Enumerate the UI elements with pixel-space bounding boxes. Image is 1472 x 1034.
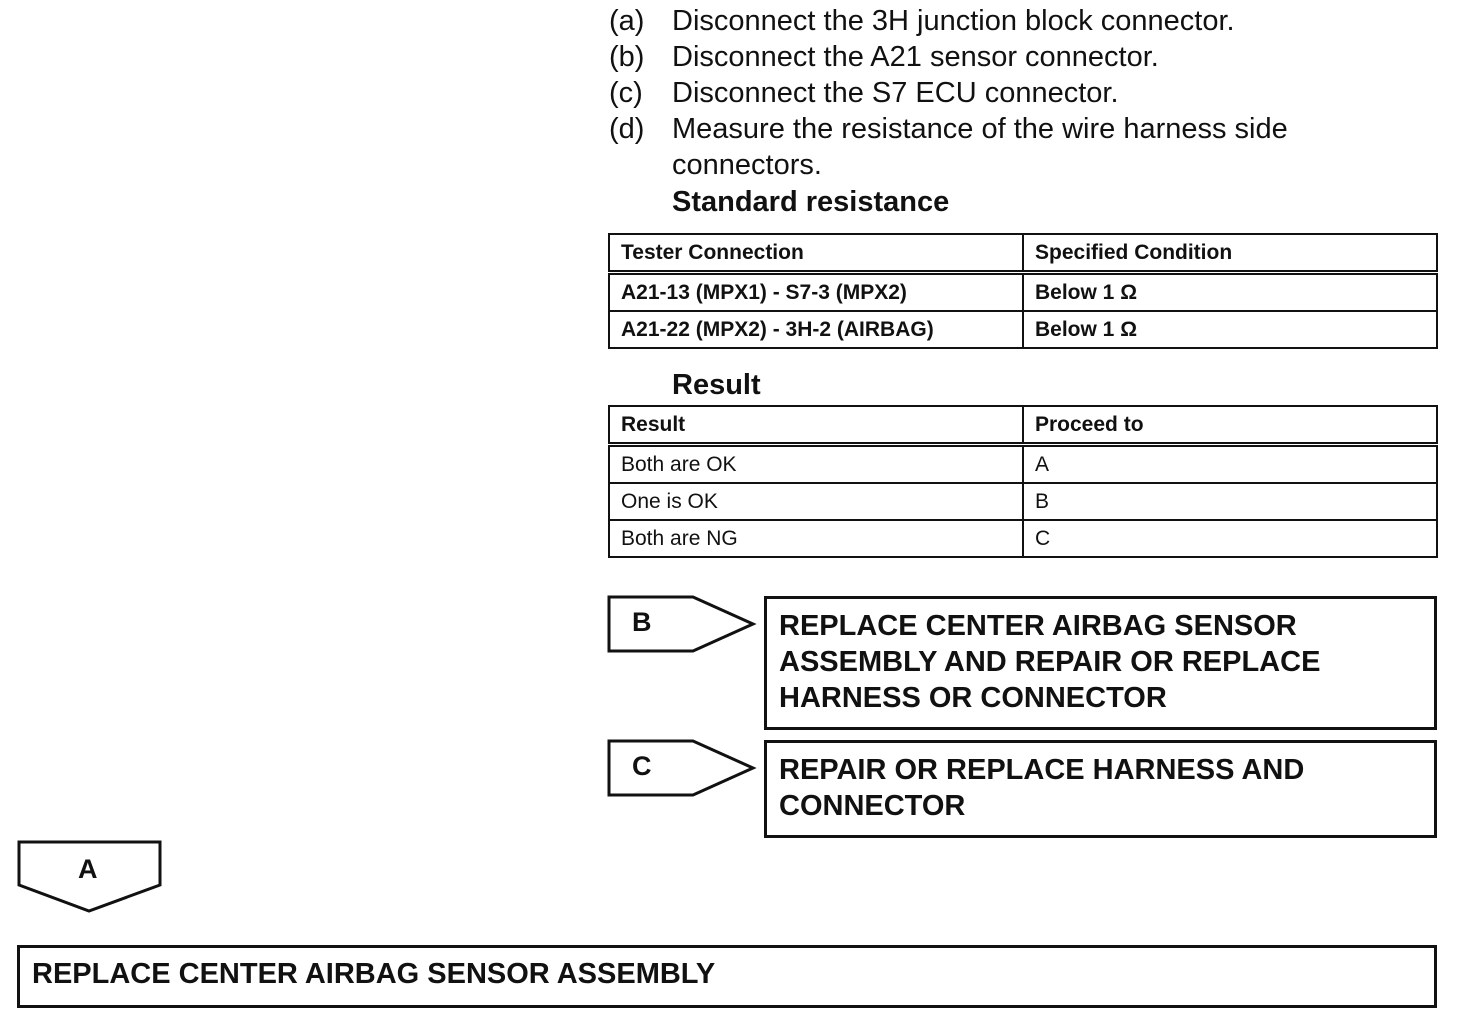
table-cell: One is OK bbox=[609, 483, 1023, 520]
action-text-line: ASSEMBLY AND REPAIR OR REPLACE bbox=[779, 646, 1321, 678]
step-label: (c) bbox=[609, 77, 643, 109]
table-cell: Below 1 Ω bbox=[1023, 311, 1437, 348]
table-row bbox=[609, 483, 1437, 520]
route-letter: C bbox=[632, 751, 652, 781]
route-b-action bbox=[764, 596, 1437, 730]
table-cell: A21-13 (MPX1) - S7-3 (MPX2) bbox=[609, 273, 1023, 312]
step-text: Measure the resistance of the wire harness side bbox=[672, 113, 1288, 145]
action-text-line: REPAIR OR REPLACE HARNESS AND bbox=[779, 754, 1305, 786]
column-header: Specified Condition bbox=[1023, 234, 1437, 273]
right-arrow-tag-icon bbox=[607, 595, 757, 653]
table-header-row bbox=[609, 406, 1437, 445]
step-label: (d) bbox=[609, 113, 645, 145]
right-arrow-tag-icon bbox=[607, 739, 757, 797]
action-text-line: REPLACE CENTER AIRBAG SENSOR ASSEMBLY bbox=[32, 958, 716, 990]
table-cell: Both are NG bbox=[609, 520, 1023, 557]
table-cell: B bbox=[1023, 483, 1437, 520]
route-letter: A bbox=[78, 854, 98, 884]
step-text-continued: connectors. bbox=[672, 149, 822, 181]
step-text: Disconnect the A21 sensor connector. bbox=[672, 41, 1159, 73]
column-header: Result bbox=[609, 406, 1023, 445]
result-table bbox=[608, 405, 1438, 558]
standard-resistance-table bbox=[608, 233, 1438, 349]
route-a-tag bbox=[17, 840, 163, 914]
table-cell: A21-22 (MPX2) - 3H-2 (AIRBAG) bbox=[609, 311, 1023, 348]
table-row bbox=[609, 520, 1437, 557]
step-text: Disconnect the S7 ECU connector. bbox=[672, 77, 1119, 109]
route-b-tag bbox=[607, 595, 757, 653]
route-c-tag bbox=[607, 739, 757, 797]
column-header: Proceed to bbox=[1023, 406, 1437, 445]
table-row bbox=[609, 445, 1437, 484]
table-cell: Both are OK bbox=[609, 445, 1023, 484]
table-row bbox=[609, 311, 1437, 348]
action-text-line: HARNESS OR CONNECTOR bbox=[779, 682, 1167, 714]
table-header-row bbox=[609, 234, 1437, 273]
step-label: (a) bbox=[609, 5, 645, 37]
result-title: Result bbox=[672, 369, 761, 401]
standard-resistance-title: Standard resistance bbox=[672, 186, 950, 218]
route-letter: B bbox=[632, 607, 652, 637]
step-label: (b) bbox=[609, 41, 645, 73]
action-text-line: CONNECTOR bbox=[779, 790, 966, 822]
step-text: Disconnect the 3H junction block connector. bbox=[672, 5, 1235, 37]
route-c-action bbox=[764, 740, 1437, 838]
route-a-action bbox=[17, 945, 1437, 1008]
action-text-line: REPLACE CENTER AIRBAG SENSOR bbox=[779, 610, 1297, 642]
column-header: Tester Connection bbox=[609, 234, 1023, 273]
table-cell: Below 1 Ω bbox=[1023, 273, 1437, 312]
table-row bbox=[609, 273, 1437, 312]
table-cell: A bbox=[1023, 445, 1437, 484]
table-cell: C bbox=[1023, 520, 1437, 557]
